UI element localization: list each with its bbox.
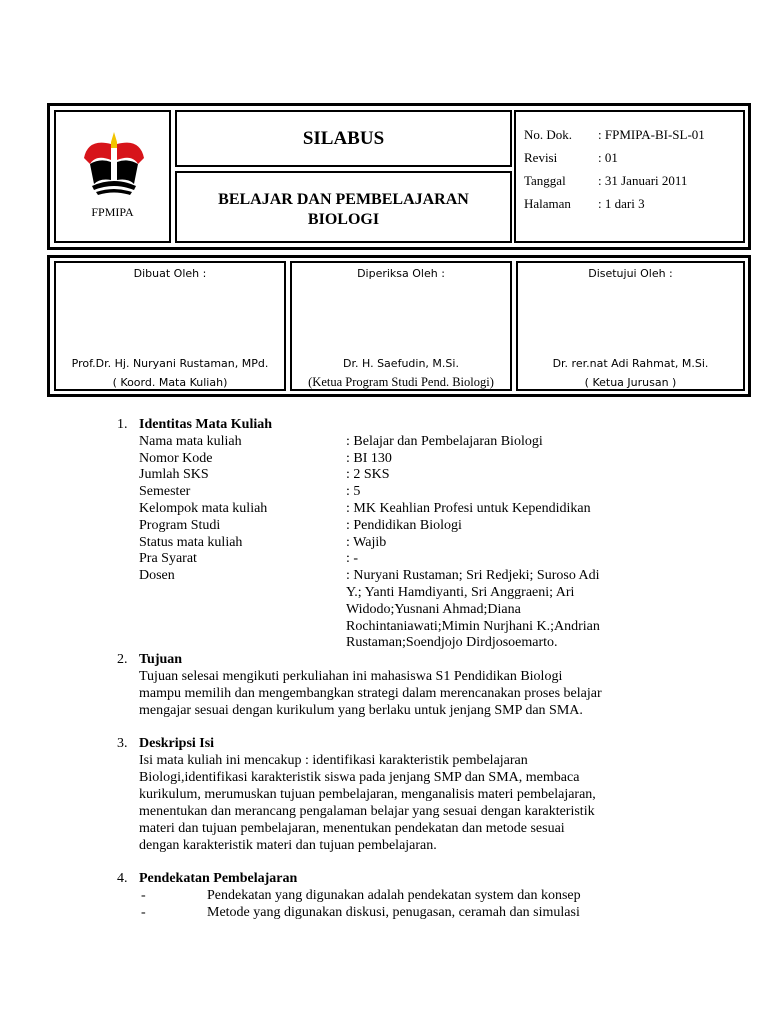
section-number: 1. [117, 417, 128, 432]
signature-heading: Disetujui Oleh : [588, 267, 673, 280]
paragraph-line: dengan karakteristik materi dan tujuan pembelajaran. [139, 838, 437, 853]
meta-label: Tanggal [524, 173, 566, 188]
bullet-marker: - [141, 888, 146, 903]
org-label: FPMIPA [91, 205, 134, 219]
field-label: Pra Syarat [139, 551, 197, 566]
dosen-line: Rustaman;Soendjojo Dirdjosoemarto. [346, 635, 558, 650]
title-cell [175, 110, 512, 167]
field-value: : BI 130 [346, 451, 392, 466]
paragraph-line: mengajar sesuai dengan kurikulum yang berlaku untuk jenjang SMP dan SMA. [139, 703, 583, 718]
signatory-role: ( Koord. Mata Kuliah) [112, 376, 228, 389]
paragraph-line: menentukan dan merancang pengalaman belajar yang sesuai dengan karakteristik [139, 804, 595, 819]
signatory-role: ( Ketua Jurusan ) [584, 376, 677, 389]
paragraph-line: mampu memilih dan mengembangkan strategi dalam merencanakan proses belajar [139, 686, 602, 701]
bullet-marker: - [141, 905, 146, 920]
field-value: : - [346, 551, 359, 566]
meta-label: Halaman [524, 196, 571, 211]
field-value: : Belajar dan Pembelajaran Biologi [346, 434, 543, 449]
paragraph-line: Biologi,identifikasi karakteristik siswa pada jenjang SMP dan SMA, membaca [139, 770, 580, 785]
signature-heading: Diperiksa Oleh : [357, 267, 445, 280]
section-title: Identitas Mata Kuliah [139, 417, 273, 432]
field-label: Program Studi [139, 518, 221, 533]
university-logo [80, 128, 148, 200]
meta-label: No. Dok. [524, 127, 573, 142]
signature-cell-reviewed [290, 261, 512, 391]
paragraph-line: materi dan tujuan pembelajaran, menentukan pendekatan dan metode sesuai [139, 821, 565, 836]
field-value: : Wajib [346, 535, 387, 550]
signatory-name: Prof.Dr. Hj. Nuryani Rustaman, MPd. [71, 357, 269, 370]
dosen-line: : Nuryani Rustaman; Sri Redjeki; Suroso Adi [346, 568, 600, 583]
field-label: Kelompok mata kuliah [139, 501, 268, 516]
subtitle-cell [175, 171, 512, 243]
logo-cell [54, 110, 171, 243]
signature-cell-approved [516, 261, 745, 391]
signature-heading: Dibuat Oleh : [133, 267, 207, 280]
field-value: : MK Keahlian Profesi untuk Kependidikan [346, 501, 591, 516]
field-value: : 2 SKS [346, 467, 390, 482]
field-value: : Pendidikan Biologi [346, 518, 462, 533]
field-label: Semester [139, 484, 191, 499]
signatory-role: (Ketua Program Studi Pend. Biologi) [308, 375, 494, 389]
signatory-name: Dr. H. Saefudin, M.Si. [343, 357, 459, 370]
meta-label: Revisi [524, 150, 558, 165]
document-meta-cell [514, 110, 745, 243]
document-title: SILABUS [302, 128, 385, 149]
bullet-text: Pendekatan yang digunakan adalah pendekatan system dan konsep [207, 888, 581, 903]
dosen-line: Rochintaniawati;Mimin Nurjhani K.;Andrian [346, 619, 600, 634]
bullet-text: Metode yang digunakan diskusi, penugasan, ceramah dan simulasi [207, 905, 580, 920]
meta-value: : FPMIPA-BI-SL-01 [598, 127, 705, 142]
paragraph-line: kurikulum, merumuskan tujuan pembelajaran, menganalisis materi pembelajaran, [139, 787, 596, 802]
field-value: : 5 [346, 484, 361, 499]
field-label: Nomor Kode [139, 451, 213, 466]
meta-value: : 1 dari 3 [598, 196, 645, 211]
section-title: Deskripsi Isi [139, 736, 215, 751]
meta-value: : 31 Januari 2011 [598, 173, 688, 188]
field-label-dosen: Dosen [139, 568, 175, 583]
section-number: 3. [117, 736, 128, 751]
meta-value: : 01 [598, 150, 618, 165]
course-title-line2: BIOLOGI [307, 211, 380, 228]
dosen-line: Widodo;Yusnani Ahmad;Diana [346, 602, 521, 617]
section-number: 2. [117, 652, 128, 667]
paragraph-line: Tujuan selesai mengikuti perkuliahan ini mahasiswa S1 Pendidikan Biologi [139, 669, 563, 684]
course-title-line1: BELAJAR DAN PEMBELAJARAN [218, 191, 469, 208]
dosen-line: Y.; Yanti Hamdiyanti, Sri Anggraeni; Ari [346, 585, 575, 600]
section-title: Tujuan [139, 652, 183, 667]
section-number: 4. [117, 871, 128, 886]
field-label: Jumlah SKS [139, 467, 209, 482]
signatory-name: Dr. rer.nat Adi Rahmat, M.Si. [552, 357, 709, 370]
field-label: Status mata kuliah [139, 535, 243, 550]
paragraph-line: Isi mata kuliah ini mencakup : identifikasi karakteristik pembelajaran [139, 753, 528, 768]
field-label: Nama mata kuliah [139, 434, 242, 449]
section-title: Pendekatan Pembelajaran [139, 871, 298, 886]
signature-cell-prepared [54, 261, 286, 391]
